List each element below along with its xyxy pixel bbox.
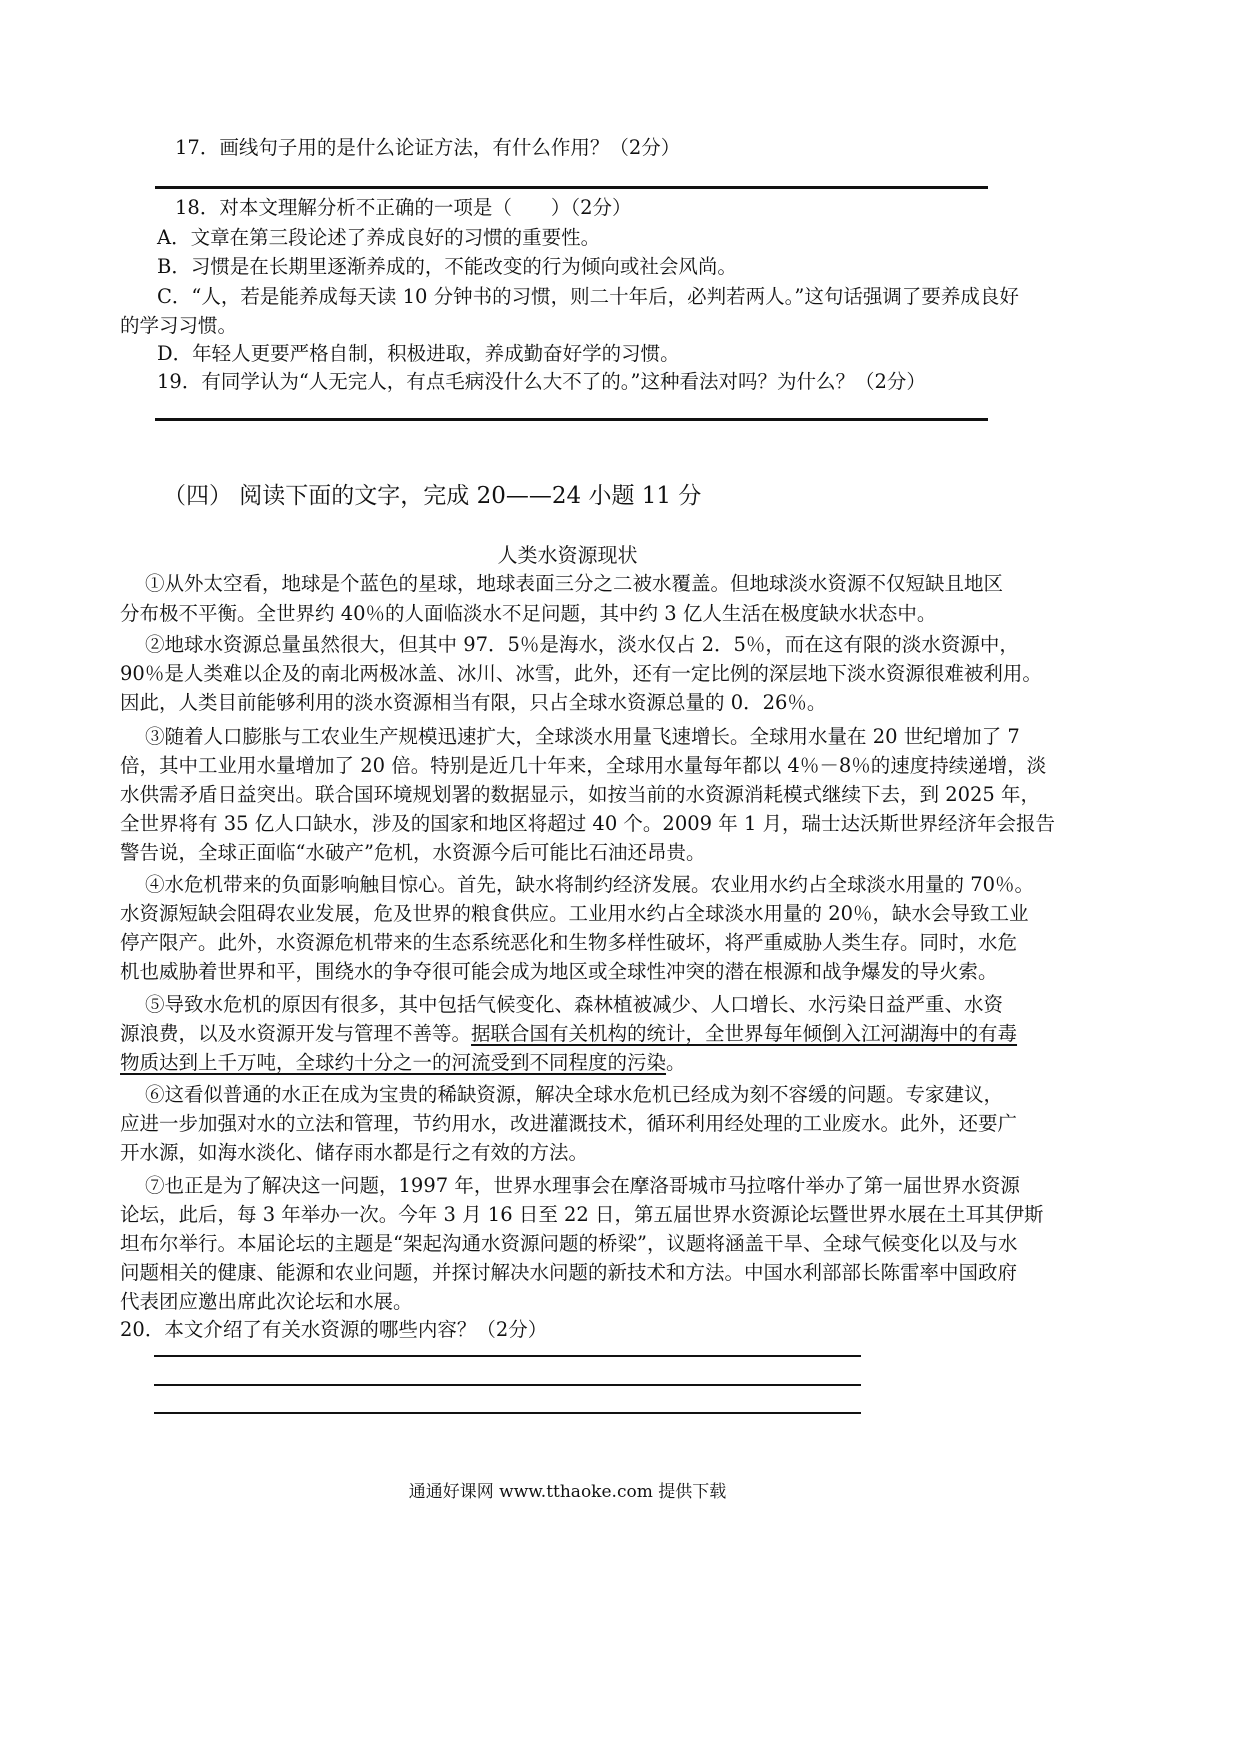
option-18-b: B．习惯是在长期里逐渐养成的，不能改变的行为倾向或社会风尚。 (157, 255, 737, 278)
question-19: 19．有同学认为“人无完人，有点毛病没什么大不了的。”这种看法对吗？为什么？（2分） (157, 370, 926, 393)
paragraph-line: 坦布尔举行。本届论坛的主题是“架起沟通水资源问题的桥梁”，议题将涵盖干旱、全球气候变化以及与水 (120, 1232, 1018, 1255)
option-18-a: A．文章在第三段论述了养成良好的习惯的重要性。 (157, 226, 601, 249)
paragraph-line: 停产限产。此外，水资源危机带来的生态系统恶化和生物多样性破坏，将严重威胁人类生存。同时，水危 (120, 931, 1018, 954)
question-17: 17．画线句子用的是什么论证方法，有什么作用？（2分） (175, 136, 681, 159)
paragraph-line: 代表团应邀出席此次论坛和水展。 (120, 1290, 413, 1313)
paragraph-line (120, 1022, 1017, 1046)
option-18-d: D．年轻人更要严格自制，积极进取，养成勤奋好学的习惯。 (157, 342, 680, 365)
paragraph-line: 应进一步加强对水的立法和管理，节约用水，改进灌溉技术，循环利用经处理的工业废水。此外，还要广 (120, 1112, 1018, 1135)
paragraph-line: 机也威胁着世界和平，围绕水的争夺很可能会成为地区或全球性冲突的潜在根源和战争爆发的导火索。 (120, 960, 998, 983)
paragraph-line: ④水危机带来的负面影响触目惊心。首先，缺水将制约经济发展。农业用水约占全球淡水用量的 70％。 (145, 873, 1035, 896)
plain-text: 。 (666, 1051, 686, 1074)
paragraph-line: 警告说，全球正面临“水破产”危机，水资源今后可能比石油还昂贵。 (120, 841, 706, 864)
paragraph-line: 分布极不平衡。全世界约 40％的人面临淡水不足问题，其中约 3 亿人生活在极度缺水状态中。 (120, 602, 937, 625)
option-18-c-line1: C．“人，若是能养成每天读 10 分钟书的习惯，则二十年后，必判若两人。”这句话强调了要养成良好 (157, 285, 1019, 308)
answer-line-20 (154, 1355, 861, 1357)
paragraph-line: ②地球水资源总量虽然很大，但其中 97．5％是海水，淡水仅占 2．5％，而在这有限的淡水资源中， (145, 633, 1019, 656)
paragraph-line: 论坛，此后，每 3 年举办一次。今年 3 月 16 日至 22 日，第五届世界水资源论坛暨世界水展在土耳其伊斯 (120, 1203, 1044, 1226)
answer-line-20 (154, 1384, 861, 1386)
answer-line-19 (155, 418, 988, 421)
paragraph-line: 全世界将有 35 亿人口缺水，涉及的国家和地区将超过 40 个。2009 年 1 月，瑞士达沃斯世界经济年会报告 (120, 812, 1056, 835)
paragraph-line (120, 1051, 686, 1075)
paragraph-line: 问题相关的健康、能源和农业问题，并探讨解决水问题的新技术和方法。中国水利部部长陈雷率中国政府 (120, 1261, 1018, 1284)
paragraph-line: 水资源短缺会阻碍农业发展，危及世界的粮食供应。工业用水约占全球淡水用量的 20％，缺水会导致工业 (120, 902, 1029, 925)
paragraph-line: 90％是人类难以企及的南北两极冰盖、冰川、冰雪，此外，还有一定比例的深层地下淡水资源很难被利用。 (120, 662, 1042, 685)
paragraph-line: ⑥这看似普通的水正在成为宝贵的稀缺资源，解决全球水危机已经成为刻不容缓的问题。专家建议， (145, 1083, 1004, 1106)
answer-line-20 (154, 1412, 861, 1414)
paragraph-line: ⑦也正是为了解决这一问题，1997 年，世界水理事会在摩洛哥城市马拉喀什举办了第一届世界水资源 (145, 1174, 1020, 1197)
footer-text: 通通好课网 www.tthaoke.com 提供下载 (408, 1482, 727, 1502)
paragraph-line: 开水源，如海水淡化、储存雨水都是行之有效的方法。 (120, 1141, 589, 1164)
paragraph-line: 倍，其中工业用水量增加了 20 倍。特别是近几十年来，全球用水量每年都以 4％－8％的速度持续递增，淡 (120, 754, 1047, 777)
article-title: 人类水资源现状 (497, 543, 638, 567)
paragraph-line: ⑤导致水危机的原因有很多，其中包括气候变化、森林植被减少、人口增长、水污染日益严重、水资 (145, 993, 1004, 1016)
question-20: 20．本文介绍了有关水资源的哪些内容？（2分） (120, 1318, 548, 1341)
underlined-sentence: 物质达到上千万吨，全球约十分之一的河流受到不同程度的污染 (120, 1051, 667, 1074)
underlined-sentence: 据联合国有关机构的统计，全世界每年倾倒入江河湖海中的有毒 (471, 1022, 1018, 1045)
paragraph-line: 因此，人类目前能够利用的淡水资源相当有限，只占全球水资源总量的 0．26％。 (120, 691, 827, 714)
section-heading: （四） 阅读下面的文字，完成 20——24 小题 11 分 (163, 483, 702, 509)
question-18: 18．对本文理解分析不正确的一项是（ ）（2分） (175, 196, 632, 219)
paragraph-line: ③随着人口膨胀与工农业生产规模迅速扩大，全球淡水用量飞速增长。全球用水量在 20 世纪增加了 7 (145, 725, 1020, 748)
paragraph-line: ①从外太空看，地球是个蓝色的星球，地球表面三分之二被水覆盖。但地球淡水资源不仅短缺且地区 (145, 572, 1004, 595)
option-18-c-line2: 的学习习惯。 (120, 314, 238, 337)
plain-text: 源浪费，以及水资源开发与管理不善等。 (120, 1022, 472, 1045)
answer-line-17 (155, 186, 988, 189)
paragraph-line: 水供需矛盾日益突出。联合国环境规划署的数据显示，如按当前的水资源消耗模式继续下去，到 2025 年， (120, 783, 1041, 806)
